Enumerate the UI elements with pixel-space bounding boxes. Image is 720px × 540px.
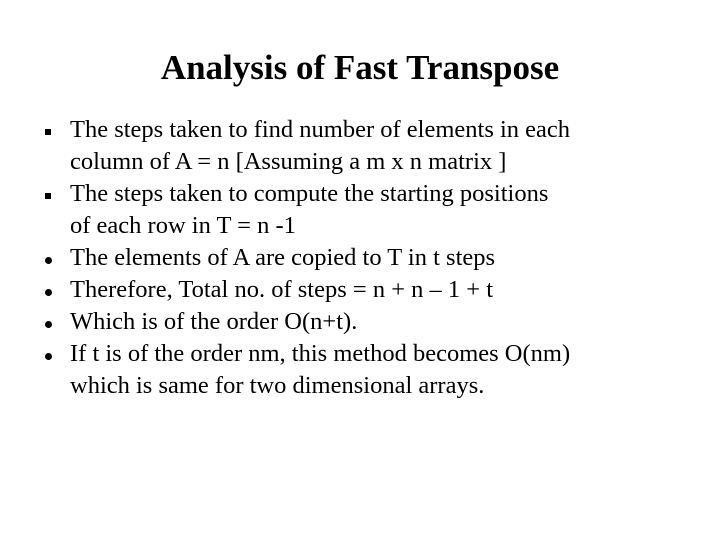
bullet-line: Therefore, Total no. of steps = n + n – 1 + t [70,276,494,303]
bullet-line: column of A = n [Assuming a m x n matrix ] [70,148,507,175]
square-bullet-icon [44,178,64,210]
bullet-item-1 [44,114,694,178]
slide-title: Analysis of Fast Transpose [160,48,560,87]
bullet-item-4 [44,274,694,306]
bullet-line: Which is of the order O(n+t). [70,308,358,335]
bullet-item-2 [44,178,694,242]
round-bullet-icon [44,274,64,306]
bullet-list [44,114,694,402]
bullet-item-6 [44,338,694,402]
bullet-line: of each row in T = n -1 [70,212,296,239]
bullet-line: The elements of A are copied to T in t steps [70,244,496,271]
round-bullet-icon [44,242,64,274]
round-bullet-icon [44,306,64,338]
square-bullet-icon [44,114,64,146]
bullet-item-3 [44,242,694,274]
round-bullet-icon [44,338,64,370]
bullet-item-5 [44,306,694,338]
bullet-line: The steps taken to find number of elements in each [70,116,571,143]
bullet-line: If t is of the order nm, this method becomes O(nm) [70,340,571,367]
bullet-line: which is same for two dimensional arrays. [70,372,485,399]
bullet-line: The steps taken to compute the starting positions [70,180,549,207]
